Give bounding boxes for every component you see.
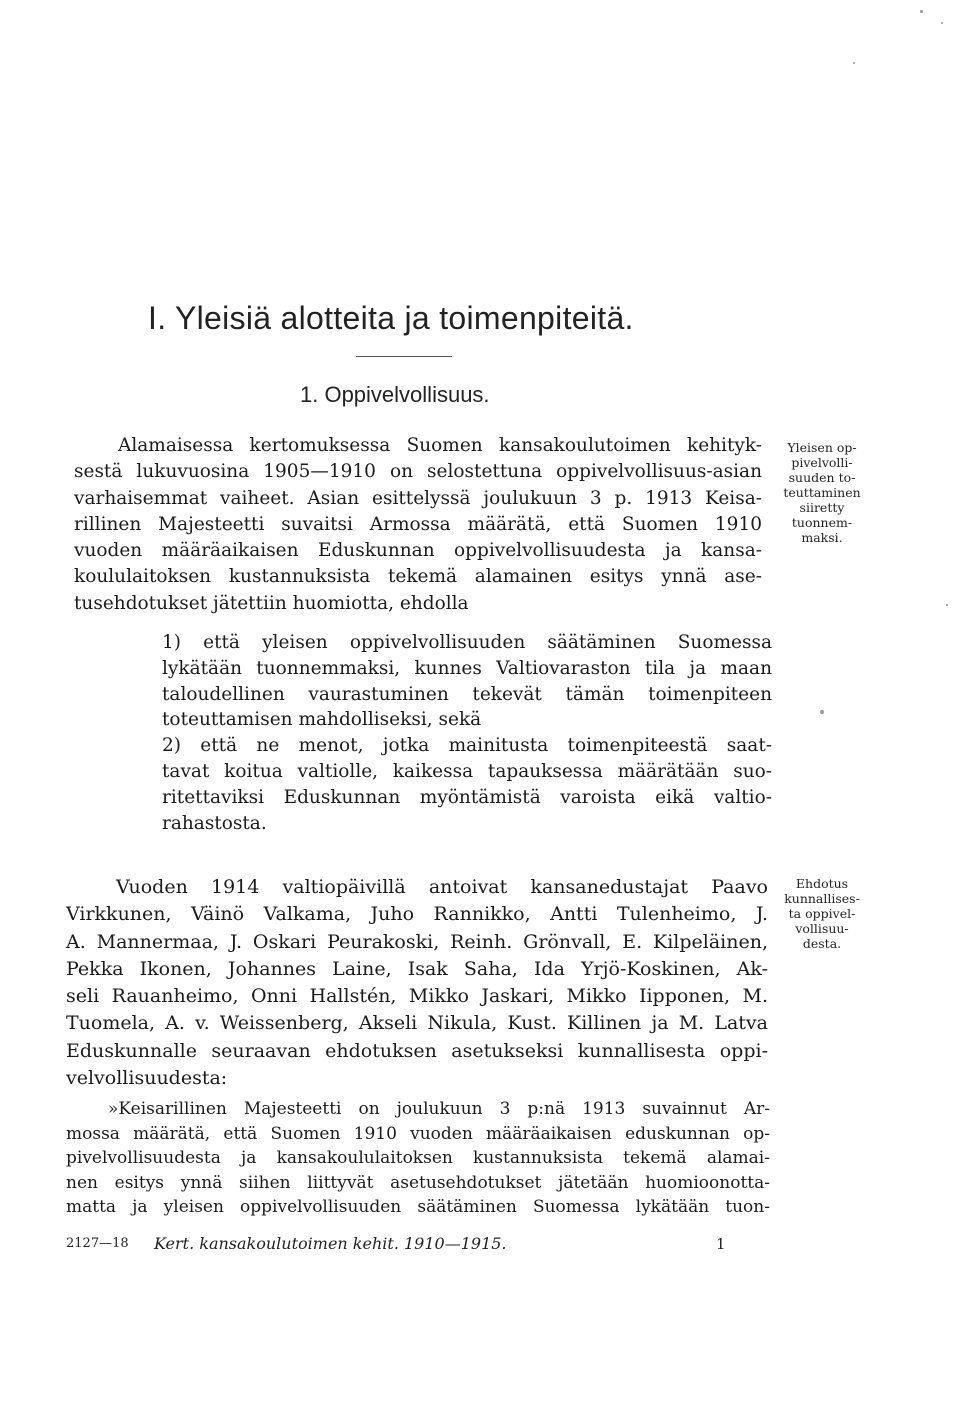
text-line: Virkkunen, Väinö Valkama, Juho Rannikko, Antti Tulenheimo, J. [66,903,768,926]
margin-note-line: Ehdotus [795,876,849,891]
text-line: tusehdotukset jätettiin huomiotta, ehdolla [74,592,469,614]
text-line: A. Mannermaa, J. Oskari Peurakoski, Reinh. Grönvall, E. Kilpeläinen, [66,930,768,953]
text-line: lykätään tuonnemmaksi, kunnes Valtiovaraston tila ja maan [162,657,772,679]
margin-note-line: Yleisen op- [787,440,857,455]
text-line: Tuomela, A. v. Weissenberg, Akseli Nikula, Kust. Killinen ja M. Latva [66,1012,768,1035]
scan-speck [920,10,923,13]
text-line: rillinen Majesteetti suvaitsi Armossa määrätä, että Suomen 1910 [74,513,762,535]
scan-speck [853,62,855,64]
text-line: 1) että yleisen oppivelvollisuuden säätäminen Suomessa [162,632,772,653]
text-line: pivelvollisuudesta ja kansakoululaitoksen kustannuksista tekemä alamai- [66,1148,770,1169]
text-line: Pekka Ikonen, Johannes Laine, Isak Saha, Ida Yrjö-Koskinen, Ak- [66,957,768,980]
margin-note-line: kunnallises- [784,891,860,906]
margin-note-line: teuttaminen [783,485,861,500]
scan-speck [820,710,824,714]
margin-note-line: maksi. [801,530,843,545]
text-line: varhaisemmat vaiheet. Asian esittelyssä joulukuun 3 p. 1913 Keisa- [74,487,762,509]
text-line: 2) että ne menot, jotka mainitusta toimenpiteestä saat- [162,735,772,757]
paragraph-2-conditions [162,630,772,836]
page-number: 1 [716,1235,726,1253]
paragraph-3 [66,874,768,1092]
margin-note-line: tuonnem- [791,515,853,530]
paragraph-1 [74,433,762,617]
margin-note-line: suuden to- [788,470,856,485]
margin-note-line: siiretty [799,500,845,515]
section-title: 1. Oppivelvollisuus. [300,382,490,407]
text-line: mossa määrätä, että Suomen 1910 vuoden määräaikaisen eduskunnan op- [66,1123,770,1144]
text-line: Eduskunnalle seuraavan ehdotuksen asetukseksi kunnallisesta oppi- [66,1039,768,1062]
text-line: koululaitoksen kustannuksista tekemä alamainen esitys ynnä ase- [74,566,762,588]
margin-note-line: ta oppivel- [788,906,856,921]
scan-speck [941,22,943,24]
chapter-title: I. Yleisiä alotteita ja toimenpiteitä. [148,300,634,336]
margin-note-proposal [772,876,872,951]
margin-note-line: vollisuu- [795,921,849,936]
text-line: toteuttamisen mahdolliseksi, sekä [162,709,482,731]
text-line: matta ja yleisen oppivelvollisuuden säätäminen Suomessa lykätään tuon- [66,1197,770,1218]
text-line: »Keisarillinen Majesteetti on joulukuun 3 p:nä 1913 suvainnut Ar- [108,1099,770,1119]
text-line: rahastosta. [162,812,267,834]
text-line: Vuoden 1914 valtiopäivillä antoivat kansanedustajat Paavo [116,876,768,898]
text-line: nen esitys ynnä siihen liittyvät asetusehdotukset jätetään huomioonotta- [66,1172,770,1193]
text-line: velvollisuudesta: [66,1067,228,1090]
printer-signature: 2127—18 [66,1236,129,1251]
text-line: tavat koitua valtiolle, kaikessa tapauksessa määrätään suo- [162,760,772,782]
text-line: Alamaisessa kertomuksessa Suomen kansakoulutoimen kehityk- [118,435,762,456]
text-line: taloudellinen vaurastuminen tekevät tämän toimenpiteen [162,683,772,705]
text-line: seli Rauanheimo, Onni Hallstén, Mikko Jaskari, Mikko Iipponen, M. [66,985,768,1008]
text-line: vuoden määräaikaisen Eduskunnan oppivelvollisuudesta ja kansa- [74,540,762,562]
margin-note-line: desta. [802,936,842,951]
paragraph-4-quotation [66,1097,770,1220]
text-line: sestä lukuvuosina 1905—1910 on selostettuna oppivelvollisuus-asian [74,461,762,483]
margin-note-line: pivelvolli- [791,455,853,470]
running-footer-title: Kert. kansakoulutoimen kehit. 1910—1915. [154,1234,507,1253]
margin-note-compulsory-education [774,440,870,545]
title-divider [356,356,452,357]
scan-speck [946,604,948,606]
text-line: ritettaviksi Eduskunnan myöntämistä varoista eikä valtio- [162,786,772,808]
